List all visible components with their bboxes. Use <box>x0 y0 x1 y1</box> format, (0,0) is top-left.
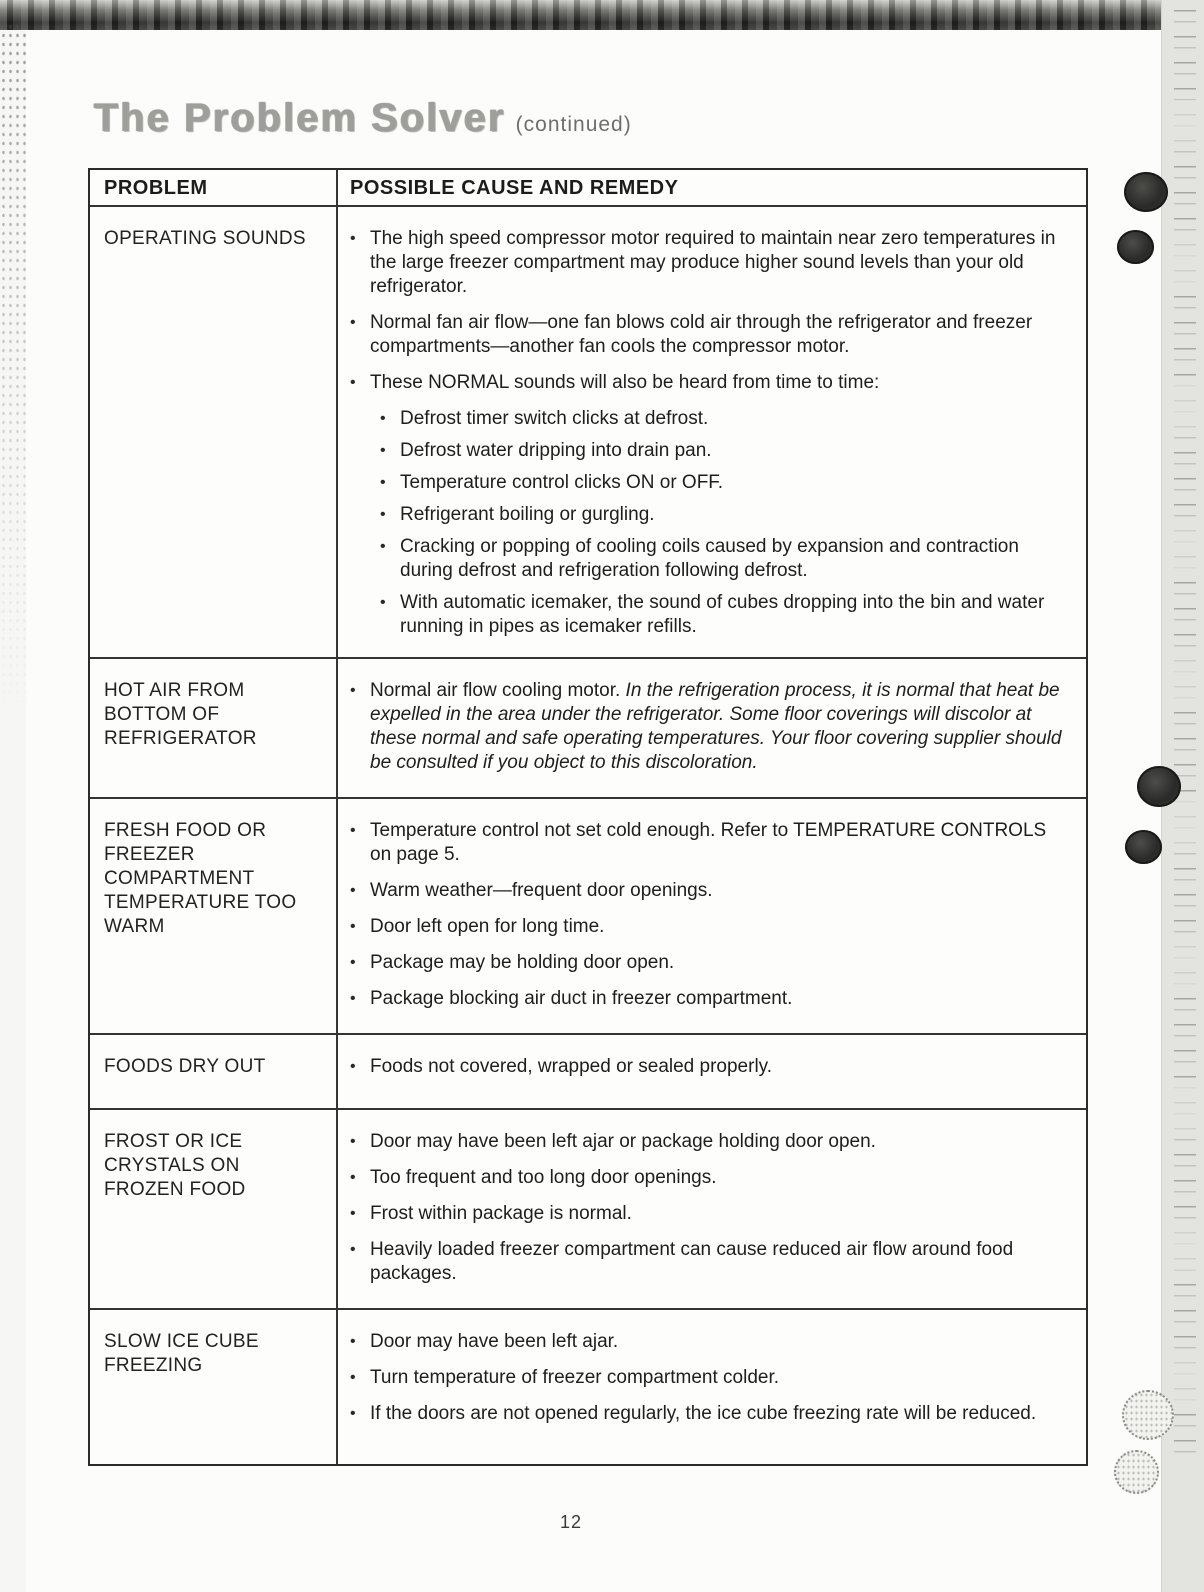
cause-text: Foods not covered, wrapped or sealed properly. <box>370 1056 773 1077</box>
cause-item <box>350 1238 1068 1286</box>
bullet-icon: • <box>380 474 386 491</box>
bullet-icon: • <box>350 1169 356 1186</box>
bullet-icon: • <box>350 1133 356 1150</box>
problem-label: FOODS DRY OUT <box>90 1035 338 1108</box>
cause-text: Cracking or popping of cooling coils caused by expansion and contraction during defrost and refrigeration following defrost. <box>400 536 1019 581</box>
header-cause-remedy: POSSIBLE CAUSE AND REMEDY <box>350 177 679 199</box>
cause-item <box>350 1055 1068 1079</box>
cause-subitem <box>350 471 1068 495</box>
bullet-icon: • <box>350 954 356 971</box>
bullet-icon: • <box>350 1241 356 1258</box>
bullet-icon: • <box>350 822 356 839</box>
cause-item <box>350 1166 1068 1190</box>
cause-text: Package blocking air duct in freezer compartment. <box>370 988 793 1009</box>
cause-cell <box>338 1110 1086 1308</box>
bullet-icon: • <box>350 1369 356 1386</box>
header-problem: PROBLEM <box>90 170 338 205</box>
stamp-circle-1 <box>1122 1390 1174 1440</box>
table-row-hot-air <box>90 657 1086 797</box>
stamp-circle-2 <box>1114 1450 1159 1494</box>
cause-item <box>350 311 1068 359</box>
cause-item <box>350 879 1068 903</box>
bullet-icon: • <box>350 882 356 899</box>
cause-item <box>350 1202 1068 1226</box>
cause-item <box>350 987 1068 1011</box>
bullet-icon: • <box>350 1333 356 1350</box>
bullet-icon: • <box>350 918 356 935</box>
bullet-icon: • <box>380 506 386 523</box>
cause-text: Too frequent and too long door openings. <box>370 1167 717 1188</box>
cause-text: Temperature control not set cold enough. Refer to TEMPERATURE CONTROLS on page 5. <box>370 820 1047 865</box>
bullet-icon: • <box>380 594 386 611</box>
cause-text: Warm weather—frequent door openings. <box>370 880 713 901</box>
problem-label: FRESH FOOD OR FREEZER COMPARTMENT TEMPERATURE TOO WARM <box>90 799 338 1033</box>
page-header <box>94 96 632 141</box>
bullet-icon: • <box>380 538 386 555</box>
cause-item <box>350 1130 1068 1154</box>
cause-text: The high speed compressor motor required to maintain near zero temperatures in the large freezer compartment may produce higher sound levels than your old refrigerator. <box>370 228 1056 297</box>
problem-label: FROST OR ICE CRYSTALS ON FROZEN FOOD <box>90 1110 338 1308</box>
cause-text: Package may be holding door open. <box>370 952 675 973</box>
punch-hole-dark-1 <box>1124 172 1168 212</box>
table-header-row <box>90 170 1086 205</box>
cause-text: Defrost water dripping into drain pan. <box>400 440 712 461</box>
cause-subitem <box>350 439 1068 463</box>
cause-item <box>350 1330 1068 1354</box>
cause-item <box>350 679 1068 775</box>
bullet-icon: • <box>350 314 356 331</box>
punch-hole-dark-4 <box>1125 830 1162 864</box>
bullet-icon: • <box>350 374 356 391</box>
cause-cell <box>338 1035 1086 1108</box>
table-row-too-warm <box>90 797 1086 1033</box>
cause-text: Temperature control clicks ON or OFF. <box>400 472 724 493</box>
cause-text: These NORMAL sounds will also be heard from time to time: <box>370 372 880 393</box>
cause-text: Heavily loaded freezer compartment can cause reduced air flow around food packages. <box>370 1239 1014 1284</box>
cause-item <box>350 1366 1068 1390</box>
cause-cell <box>338 799 1086 1033</box>
scan-artifact-left-speckles <box>0 22 26 722</box>
bullet-icon: • <box>350 990 356 1007</box>
cause-text-lead: Normal air flow cooling motor. <box>370 680 621 701</box>
bullet-icon: • <box>350 1405 356 1422</box>
cause-text: Defrost timer switch clicks at defrost. <box>400 408 709 429</box>
cause-item <box>350 227 1068 299</box>
cause-text: Frost within package is normal. <box>370 1203 632 1224</box>
cause-text: With automatic icemaker, the sound of cubes dropping into the bin and water running in pipes as icemaker refills. <box>400 592 1045 637</box>
cause-subitem <box>350 407 1068 431</box>
cause-text: Door may have been left ajar or package holding door open. <box>370 1131 876 1152</box>
punch-hole-dark-3 <box>1137 766 1181 807</box>
punch-hole-dark-2 <box>1117 230 1154 264</box>
problem-label: OPERATING SOUNDS <box>90 207 338 657</box>
cause-text: Door left open for long time. <box>370 916 605 937</box>
cause-cell <box>338 659 1086 797</box>
cause-text: If the doors are not opened regularly, the ice cube freezing rate will be reduced. <box>370 1403 1037 1424</box>
cause-item <box>350 819 1068 867</box>
cause-item <box>350 371 1068 395</box>
cause-text: Refrigerant boiling or gurgling. <box>400 504 655 525</box>
cause-item <box>350 951 1068 975</box>
cause-subitem <box>350 535 1068 583</box>
table-row-frost-crystals <box>90 1108 1086 1308</box>
cause-subitem <box>350 591 1068 639</box>
bullet-icon: • <box>380 410 386 427</box>
cause-text: Door may have been left ajar. <box>370 1331 619 1352</box>
cause-text: Turn temperature of freezer compartment colder. <box>370 1367 780 1388</box>
problem-label: SLOW ICE CUBE FREEZING <box>90 1310 338 1464</box>
bullet-icon: • <box>350 230 356 247</box>
page-number: 12 <box>560 1512 583 1532</box>
bullet-icon: • <box>350 1058 356 1075</box>
table-row-foods-dry-out <box>90 1033 1086 1108</box>
cause-cell <box>338 207 1086 657</box>
table-row-operating-sounds <box>90 205 1086 657</box>
cause-item <box>350 915 1068 939</box>
cause-item <box>350 1402 1068 1426</box>
cause-text <box>370 679 1068 775</box>
cause-cell <box>338 1310 1086 1464</box>
table-row-slow-ice-cube <box>90 1308 1086 1464</box>
bullet-icon: • <box>380 442 386 459</box>
cause-subitem <box>350 503 1068 527</box>
scan-artifact-top-band <box>0 0 1204 30</box>
page-title: The Problem Solver <box>94 96 506 140</box>
problem-label: HOT AIR FROM BOTTOM OF REFRIGERATOR <box>90 659 338 797</box>
scan-artifact-dash-texture <box>1174 10 1196 1460</box>
page-title-suffix: (continued) <box>515 113 632 136</box>
cause-text: Normal fan air flow—one fan blows cold air through the refrigerator and freezer compartments—another fan cools the compressor motor. <box>370 312 1033 357</box>
bullet-icon: • <box>350 1205 356 1222</box>
cause-text-italic: In the refrigeration process, it is normal that heat be expelled in the area under the refrigerator. Some floor coverings will discolor at these normal and safe operating temperatures. Your floor covering supplier should be consulted if you object to this discoloration. <box>370 680 1062 773</box>
troubleshooting-table <box>88 168 1088 1466</box>
bullet-icon: • <box>350 682 356 699</box>
